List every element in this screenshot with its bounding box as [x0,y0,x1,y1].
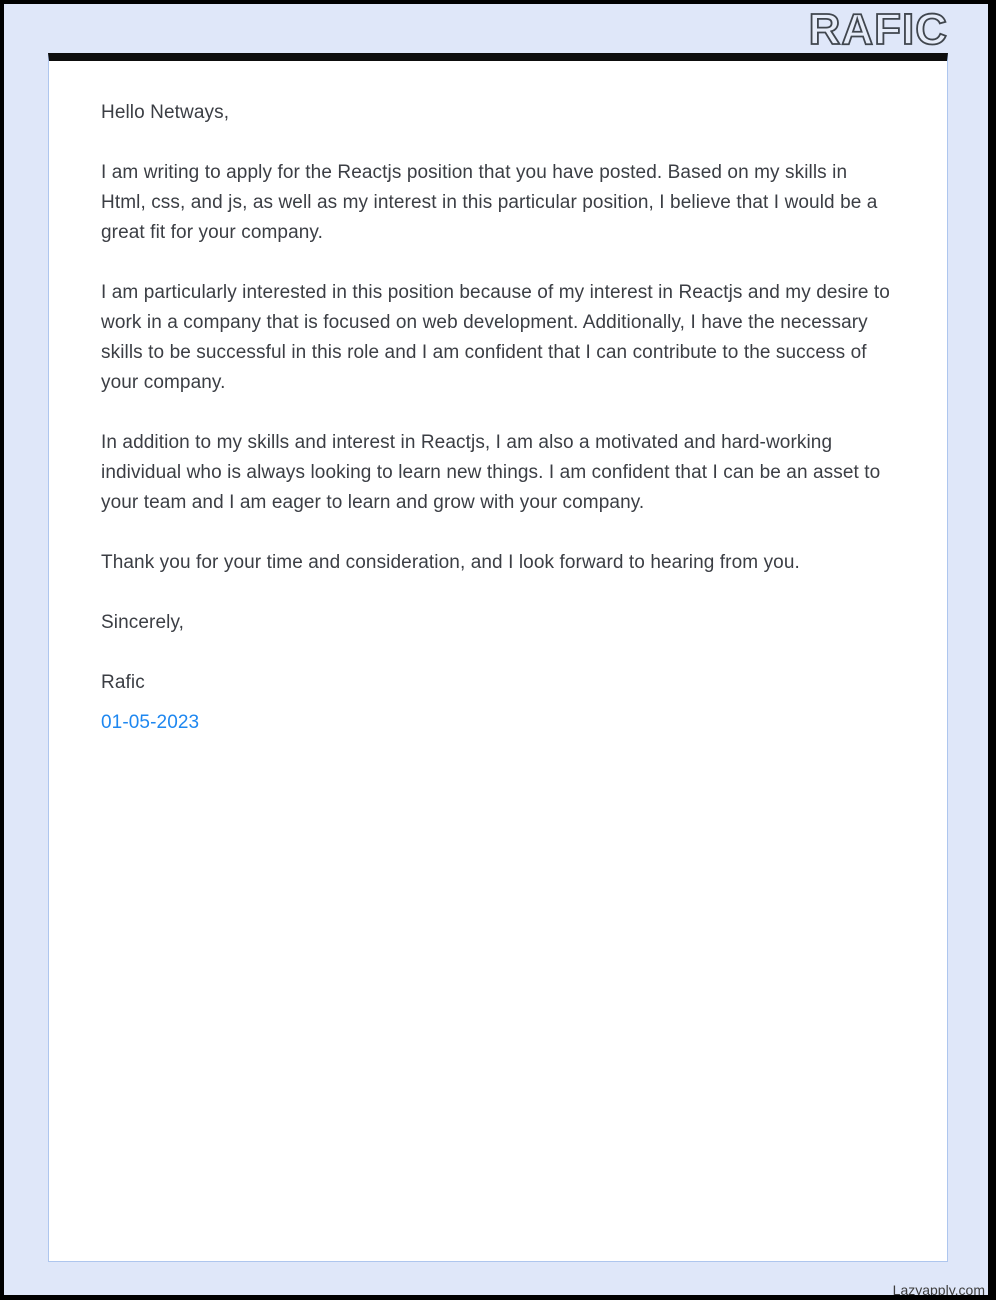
closing: Sincerely, [101,612,185,633]
brand-logo: RAFIC [808,5,948,54]
letter-sheet [48,53,948,1262]
greeting: Hello Netways, [101,102,230,123]
paragraph-skills: In addition to my skills and interest in Reactjs, I am also a motivated and hard-working individual who is always looking to learn new things. I am confident that I can be an asset to your team and I am eager to learn and grow with your company. [101,432,881,513]
letter-date: 01-05-2023 [101,712,200,733]
signature-name: Rafic [101,672,145,693]
paragraph-interest: I am particularly interested in this position because of my interest in Reactjs and my desire to work in a company that is focused on web development. Additionally, I have the necessary skills to be successful in this role and I am confident that I can contribute to the success of your company. [101,282,890,393]
watermark-text: Lazyapply.com [892,1282,985,1298]
paragraph-intro: I am writing to apply for the Reactjs position that you have posted. Based on my skills in Html, css, and js, as well as my interest in this particular position, I believe that I would be a great fit for your company. [101,162,878,243]
paragraph-thanks: Thank you for your time and consideration, and I look forward to hearing from you. [101,552,800,573]
